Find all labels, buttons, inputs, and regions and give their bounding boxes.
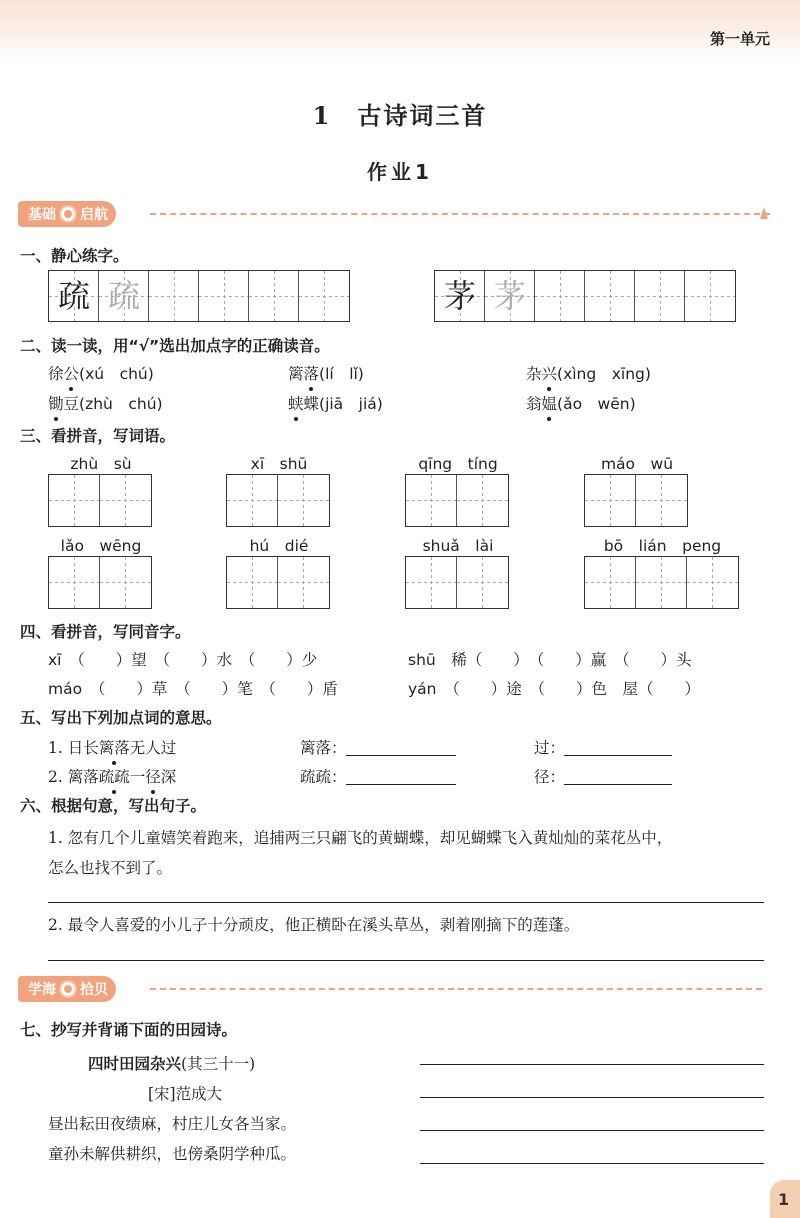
banner-basics xyxy=(18,201,116,227)
q2-dot-char: 兴 xyxy=(542,362,558,384)
q2-item[interactable] xyxy=(48,362,154,384)
poem-line-1: 昼出耘田夜绩麻，村庄儿女各当家。 xyxy=(48,1115,297,1133)
writing-cell[interactable] xyxy=(49,271,99,321)
unit-label: 第一单元 xyxy=(709,30,770,48)
model-char: 茅 xyxy=(443,277,476,315)
banner-explore xyxy=(18,976,116,1002)
poem-line-2: 童孙未解供耕织，也傍桑阴学种瓜。 xyxy=(48,1145,297,1163)
q5-post: 无人过 xyxy=(129,739,177,757)
writing-cell[interactable] xyxy=(199,271,249,321)
writing-cell[interactable] xyxy=(406,475,457,526)
writing-cell[interactable] xyxy=(49,557,100,608)
poem-title-text: 四时田园杂兴 xyxy=(88,1055,182,1073)
q1-heading: 一、静心练字。 xyxy=(20,247,129,265)
writing-cell[interactable] xyxy=(485,271,535,321)
q2-dot-char: 落 xyxy=(304,362,320,384)
q3-word xyxy=(584,452,690,528)
trace-char: 茅 xyxy=(493,277,526,315)
writing-cell[interactable] xyxy=(685,271,735,321)
writing-cell[interactable] xyxy=(435,271,485,321)
word-boxes xyxy=(405,474,509,527)
q2-post: (xú chú) xyxy=(79,365,154,383)
model-char: 疏 xyxy=(57,277,90,315)
writing-cell[interactable] xyxy=(406,557,457,608)
q6-sentence-2: 2. 最令人喜爱的小儿子十分顽皮，他正横卧在溪头草丛，剥着刚摘下的莲蓬。 xyxy=(48,916,580,934)
writing-cell[interactable] xyxy=(149,271,199,321)
writing-cell[interactable] xyxy=(636,475,687,526)
banner-explore-pill xyxy=(18,976,116,1002)
poem-author: [宋]范成大 xyxy=(148,1085,223,1103)
writing-cell[interactable] xyxy=(585,475,636,526)
q4-row2-left[interactable]: máo （ ）草 （ ）笔 （ ）盾 xyxy=(48,680,338,698)
top-decoration-band xyxy=(0,0,800,60)
q5-sentence-2 xyxy=(48,765,176,787)
q3-word xyxy=(226,534,332,610)
q3-word xyxy=(48,452,154,528)
q5-pre: 1. 日长 xyxy=(48,739,99,757)
q5-answer-label: 疏疏： xyxy=(300,768,347,786)
word-boxes xyxy=(48,556,152,609)
copy-line[interactable] xyxy=(420,1064,764,1065)
answer-line[interactable] xyxy=(346,755,456,756)
q5-post: 一 xyxy=(129,768,146,786)
q2-pre: 杂 xyxy=(526,365,542,383)
banner-dash-line xyxy=(150,213,770,215)
writing-cell[interactable] xyxy=(687,557,738,608)
q2-post: 豆(zhù chú) xyxy=(63,395,163,413)
pinyin-label: lǎo wēng xyxy=(60,537,142,555)
q2-dot-char: 锄 xyxy=(48,392,64,414)
q6-sentence-1b: 怎么也找不到了。 xyxy=(48,859,173,877)
q5-pre: 2. 篱落 xyxy=(48,768,99,786)
q4-row2-right[interactable]: yán （ ）途 （ ）色 屋（ ） xyxy=(408,680,700,698)
answer-line[interactable] xyxy=(48,902,764,903)
banner-basics-pill xyxy=(18,201,116,227)
writing-cell[interactable] xyxy=(635,271,685,321)
q5-post: 深 xyxy=(160,768,177,786)
q3-word xyxy=(405,534,511,610)
writing-cell[interactable] xyxy=(227,557,278,608)
page-number: 1 xyxy=(778,1190,790,1209)
q1-grid-2 xyxy=(434,270,736,322)
q5-dot-word: 疏疏 xyxy=(99,765,130,787)
q2-pre: 翁 xyxy=(526,395,542,413)
poem-title xyxy=(88,1052,255,1074)
q5-answer-label: 径： xyxy=(534,768,566,786)
banner-dash-line xyxy=(150,988,762,990)
writing-cell[interactable] xyxy=(457,475,508,526)
q3-word xyxy=(405,452,511,528)
writing-cell[interactable] xyxy=(585,271,635,321)
answer-line[interactable] xyxy=(564,755,672,756)
answer-line[interactable] xyxy=(48,960,764,961)
writing-cell[interactable] xyxy=(585,557,636,608)
q2-heading: 二、读一读，用“√”选出加点字的正确读音。 xyxy=(20,337,330,355)
q3-heading: 三、看拼音，写词语。 xyxy=(20,427,176,445)
q3-word xyxy=(48,534,154,610)
writing-cell[interactable] xyxy=(636,557,687,608)
pinyin-label: zhù sù xyxy=(70,455,132,473)
pinyin-label: qīng tíng xyxy=(418,455,498,473)
word-boxes xyxy=(48,474,152,527)
writing-cell[interactable] xyxy=(100,475,151,526)
banner-basics-left: 基础 xyxy=(28,207,56,223)
q4-heading: 四、看拼音，写同音字。 xyxy=(20,623,191,641)
q2-item[interactable] xyxy=(526,362,651,384)
pinyin-label: hú dié xyxy=(249,537,309,555)
q2-dot-char: 媪 xyxy=(542,392,558,414)
q6-sentence-1a: 1. 忽有几个儿童嬉笑着跑来，追捕两三只翩飞的黄蝴蝶，却见蝴蝶飞入黄灿灿的菜花丛中， xyxy=(48,829,673,847)
shell-icon xyxy=(59,980,77,998)
q2-item[interactable] xyxy=(288,392,383,414)
q2-dot-char: 公 xyxy=(64,362,80,384)
q3-word xyxy=(226,452,332,528)
q4-row1-left[interactable]: xī （ ）望 （ ）水 （ ）少 xyxy=(48,651,318,669)
q2-post: (ǎo wēn) xyxy=(557,395,636,413)
q7-heading: 七、抄写并背诵下面的田园诗。 xyxy=(20,1021,238,1039)
writing-cell[interactable] xyxy=(278,475,329,526)
banner-explore-left: 学海 xyxy=(28,982,56,998)
q5-dot-word: 径 xyxy=(145,765,161,787)
pinyin-label: shuǎ lài xyxy=(422,537,494,555)
word-boxes xyxy=(584,474,688,527)
q2-item[interactable] xyxy=(526,392,636,414)
q2-post: 蝶(jiā jiá) xyxy=(303,395,383,413)
word-boxes xyxy=(226,556,330,609)
writing-cell[interactable] xyxy=(299,271,349,321)
q5-dot-word: 篱落 xyxy=(99,736,130,758)
q5-heading: 五、写出下列加点词的意思。 xyxy=(20,709,222,727)
lesson-title: 1 古诗词三首 xyxy=(312,101,488,130)
writing-cell[interactable] xyxy=(49,475,100,526)
q3-word xyxy=(584,534,741,610)
trace-char: 疏 xyxy=(107,277,140,315)
word-boxes xyxy=(405,556,509,609)
q2-pre: 篱 xyxy=(288,365,304,383)
word-boxes xyxy=(584,556,739,609)
house-icon xyxy=(59,205,77,223)
answer-line[interactable] xyxy=(564,784,672,785)
q2-post: (lí lǐ) xyxy=(319,365,364,383)
q4-row1-right[interactable]: shū 稀（ ） （ ）赢 （ ）头 xyxy=(408,651,692,669)
q6-heading: 六、根据句意，写出句子。 xyxy=(20,797,207,815)
q1-grid-1 xyxy=(48,270,350,322)
writing-cell[interactable] xyxy=(457,557,508,608)
writing-cell[interactable] xyxy=(249,271,299,321)
homework-subtitle: 作业1 xyxy=(367,160,433,184)
copy-line[interactable] xyxy=(420,1163,764,1164)
answer-line[interactable] xyxy=(346,784,456,785)
writing-cell[interactable] xyxy=(278,557,329,608)
q2-dot-char: 蛱 xyxy=(288,392,304,414)
q2-item[interactable] xyxy=(288,362,364,384)
q5-answer-label: 篱落： xyxy=(300,739,347,757)
writing-cell[interactable] xyxy=(535,271,585,321)
q5-sentence-1 xyxy=(48,736,176,758)
copy-line[interactable] xyxy=(420,1097,764,1098)
writing-cell[interactable] xyxy=(99,271,149,321)
q5-answer-label: 过： xyxy=(534,739,566,757)
writing-cell[interactable] xyxy=(100,557,151,608)
pinyin-label: xī shū xyxy=(250,455,308,473)
pinyin-label: bō lián peng xyxy=(603,537,722,555)
page-number-tab xyxy=(770,1180,800,1218)
word-boxes xyxy=(226,474,330,527)
pinyin-label: máo wū xyxy=(600,455,674,473)
banner-basics-right: 启航 xyxy=(80,207,108,223)
copy-line[interactable] xyxy=(420,1130,764,1131)
q2-item[interactable] xyxy=(48,392,163,414)
banner-explore-right: 拾贝 xyxy=(80,982,108,998)
poem-note: (其三十一) xyxy=(181,1055,256,1073)
q2-post: (xìng xīng) xyxy=(557,365,651,383)
q2-pre: 徐 xyxy=(48,365,64,383)
writing-cell[interactable] xyxy=(227,475,278,526)
